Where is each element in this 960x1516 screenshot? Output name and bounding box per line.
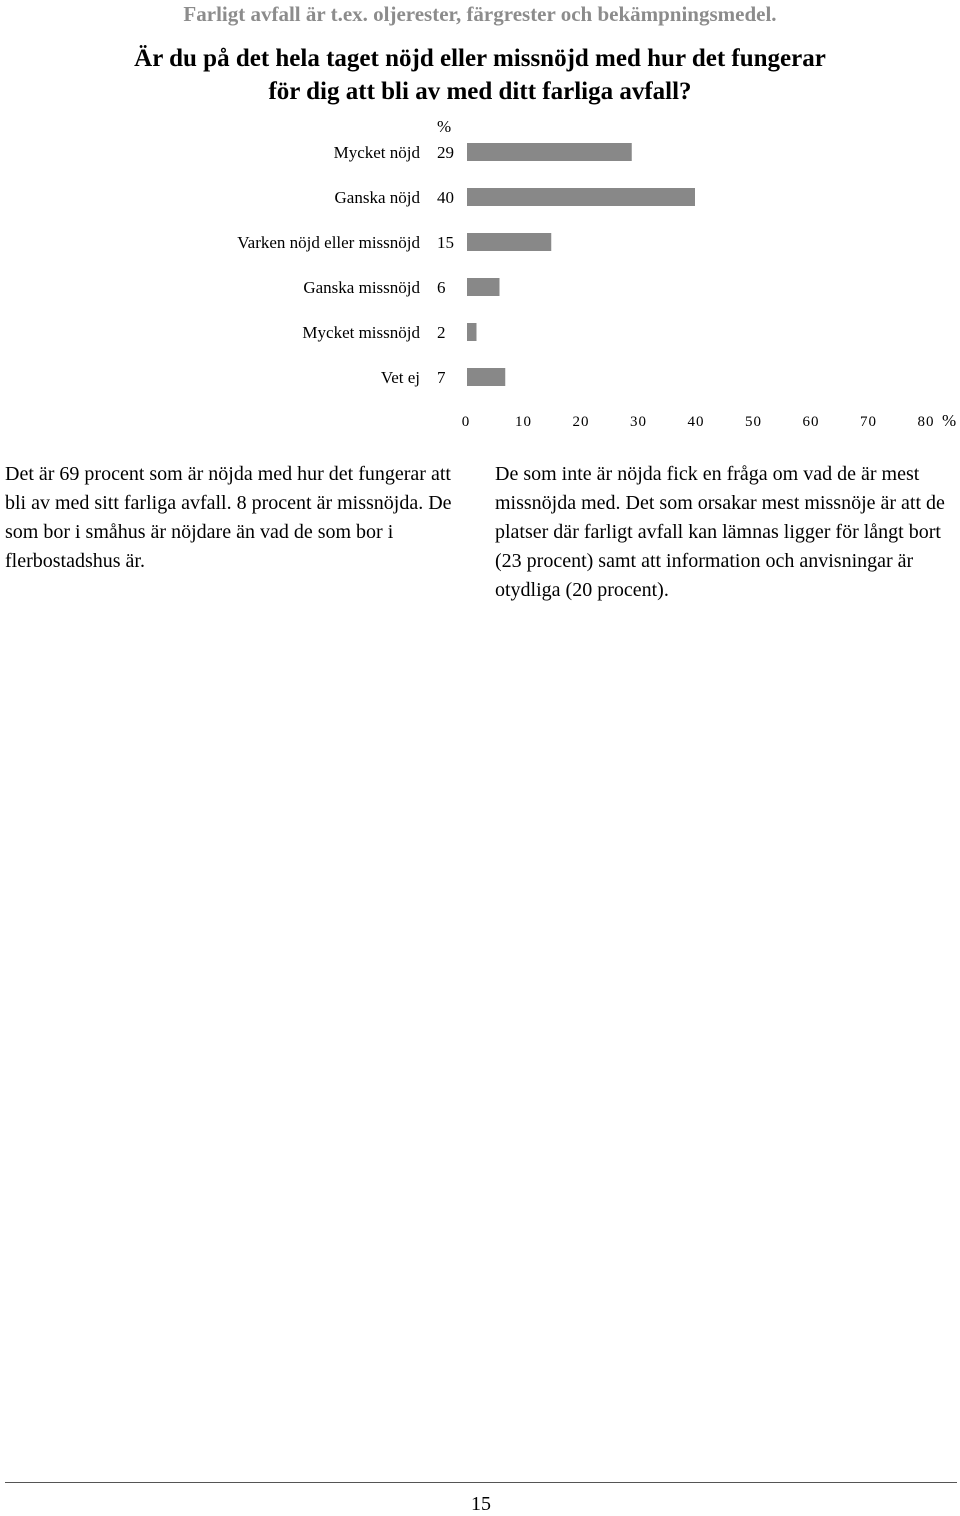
- bar: [466, 142, 633, 162]
- bar: [466, 277, 501, 297]
- category-label: Mycket nöjd: [333, 143, 420, 162]
- x-tick-label: 70: [860, 414, 877, 430]
- x-tick-label: 60: [802, 414, 820, 430]
- bar: [466, 187, 696, 207]
- x-tick-label: 30: [630, 414, 647, 430]
- category-label: Ganska missnöjd: [303, 278, 420, 297]
- category-label: Mycket missnöjd: [302, 323, 420, 342]
- value-label: 29: [437, 143, 454, 162]
- dissatisfaction-paragraph: De som inte är nöjda fick en fråga om vad de är mest missnöjda med. Det som orsakar mest missnöje är att de platser där farligt avfall kan lämnas ligger för långt bort (23 procent) samt att information och anvisningar är otydliga (20 procent).: [495, 463, 945, 601]
- value-label: 40: [437, 188, 454, 207]
- question-title: [0, 42, 960, 108]
- category-label: Vet ej: [380, 368, 420, 387]
- question-title-line-2: för dig att bli av med ditt farliga avfall?: [268, 78, 692, 105]
- category-label: Ganska nöjd: [334, 188, 420, 207]
- bar: [466, 322, 478, 342]
- bar: [466, 367, 506, 387]
- x-axis-unit: %: [942, 411, 957, 430]
- x-tick-label: 50: [745, 414, 762, 430]
- satisfaction-bar-chart: [0, 110, 960, 440]
- summary-paragraph: Det är 69 procent som är nöjda med hur det fungerar att bli av med sitt farliga avfall. 8 procent är missnöjda. De som bor i småhus är nöjdare än vad de som bor i flerbostadshus är.: [5, 463, 452, 572]
- category-label: Varken nöjd eller missnöjd: [237, 233, 420, 252]
- value-column-header: %: [437, 117, 452, 136]
- x-tick-label: 40: [687, 414, 705, 430]
- x-tick-label: 0: [461, 414, 471, 430]
- page-number: 15: [471, 1493, 491, 1515]
- value-label: 15: [437, 233, 454, 252]
- question-title-line-1: Är du på det hela taget nöjd eller missnöjd med hur det fungerar: [134, 45, 826, 72]
- value-label: 7: [437, 368, 446, 387]
- x-tick-label: 80: [917, 414, 935, 430]
- value-label: 2: [437, 323, 446, 342]
- value-label: 6: [437, 278, 446, 297]
- x-tick-label: 20: [572, 414, 590, 430]
- footer-divider: [5, 1482, 957, 1483]
- x-tick-label: 10: [515, 414, 532, 430]
- page-subtitle: Farligt avfall är t.ex. oljerester, färgrester och bekämpningsmedel.: [183, 2, 777, 26]
- bar: [466, 232, 552, 252]
